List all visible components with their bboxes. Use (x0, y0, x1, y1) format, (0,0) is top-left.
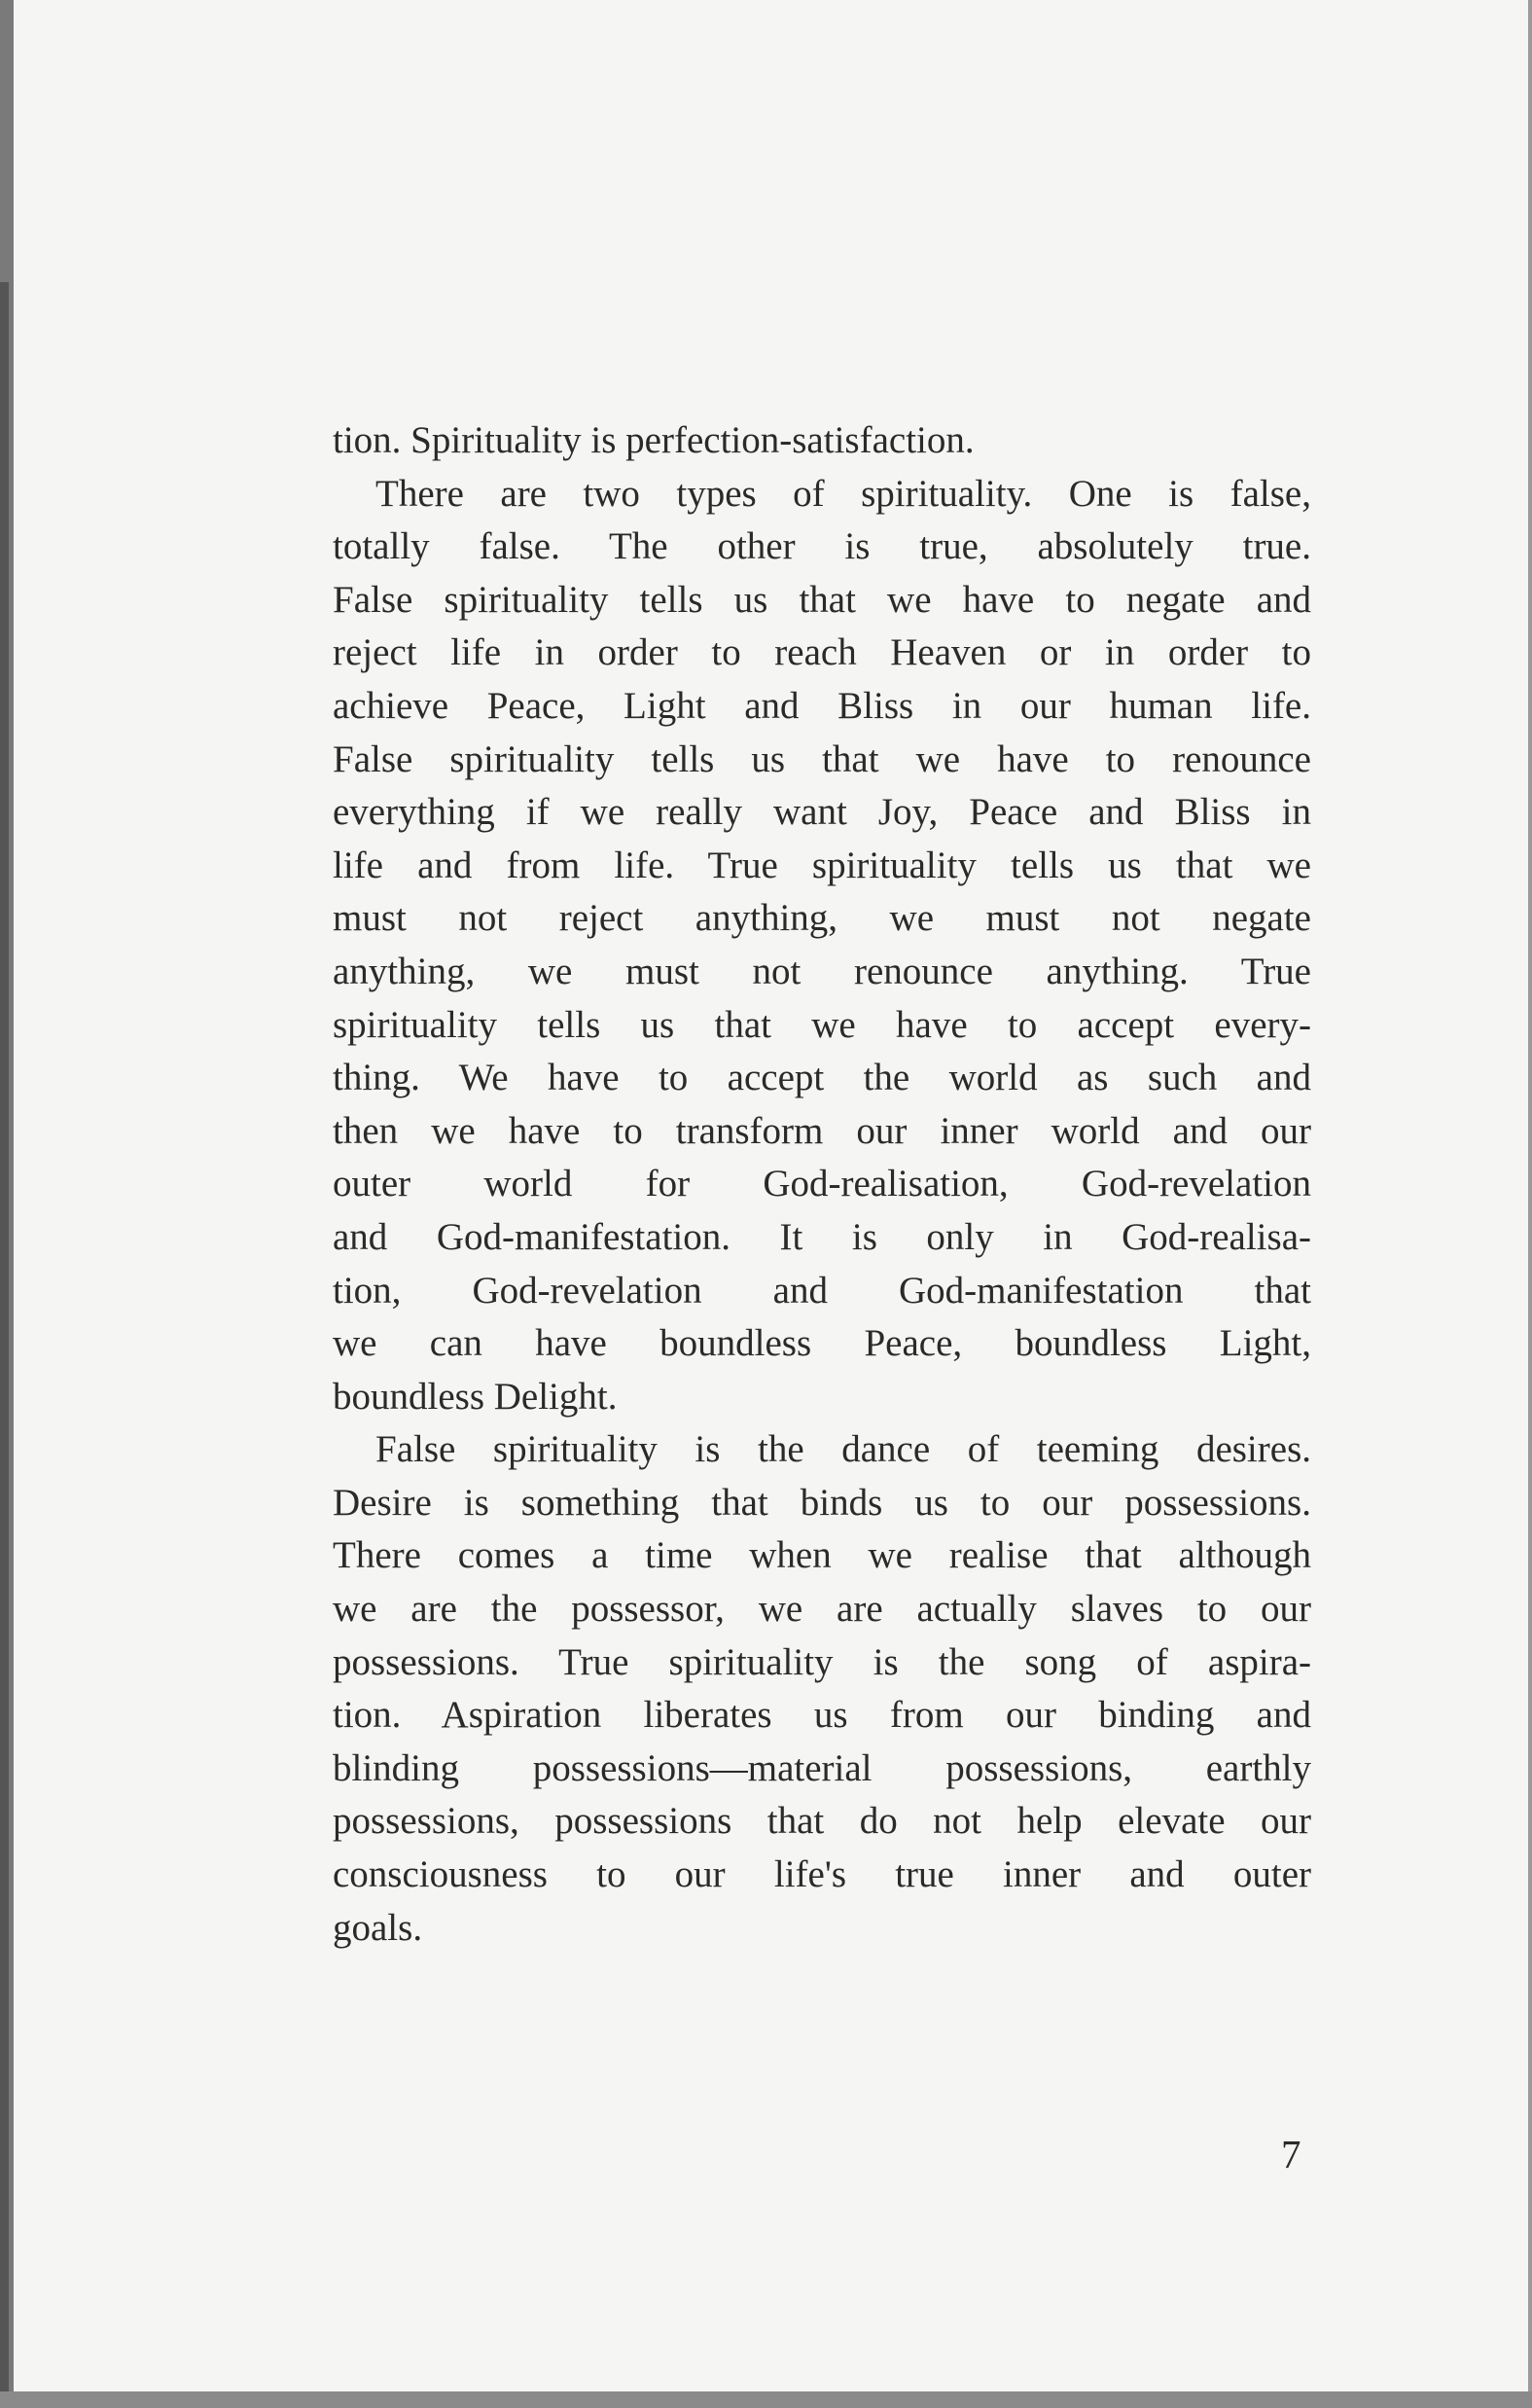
text-line: spirituality tells us that we have to accept every- (333, 1003, 1311, 1046)
scan-edge-left-shadow (0, 282, 9, 2408)
text-line: tion. Spirituality is perfection-satisfaction. (333, 419, 975, 461)
text-line: consciousness to our life's true inner and outer (333, 1853, 1311, 1896)
body-text (333, 414, 1311, 1955)
text-line: There are two types of spirituality. One is false, (375, 472, 1311, 515)
text-line: goals. (333, 1906, 423, 1949)
text-line: totally false. The other is true, absolutely true. (333, 525, 1311, 568)
text-line: reject life in order to reach Heaven or in order to (333, 631, 1311, 674)
text-line: thing. We have to accept the world as such and (333, 1057, 1311, 1099)
text-line: life and from life. True spirituality tells us that we (333, 844, 1311, 886)
page-number: 7 (1281, 2132, 1301, 2176)
text-line: tion. Aspiration liberates us from our binding and (333, 1694, 1311, 1737)
text-line: must not reject anything, we must not negate (333, 897, 1311, 940)
paragraph-two-types (333, 468, 1311, 1424)
text-line: everything if we really want Joy, Peace and Bliss in (333, 791, 1311, 834)
text-line: then we have to transform our inner world and our (333, 1109, 1311, 1152)
text-line: possessions. True spirituality is the song of aspira- (333, 1640, 1311, 1683)
text-line: we can have boundless Peace, boundless Light, (333, 1322, 1311, 1365)
text-line: boundless Delight. (333, 1375, 618, 1418)
text-line: Desire is something that binds us to our possessions. (333, 1481, 1311, 1524)
paragraph-false-spirituality (333, 1423, 1311, 1955)
text-line: achieve Peace, Light and Bliss in our human life. (333, 684, 1311, 727)
text-line: anything, we must not renounce anything. True (333, 950, 1311, 992)
paragraph-continuation (333, 414, 1311, 468)
text-line: outer world for God-realisation, God-revelation (333, 1163, 1311, 1205)
text-line: possessions, possessions that do not help elevate our (333, 1800, 1311, 1843)
text-line: we are the possessor, we are actually slaves to our (333, 1588, 1311, 1631)
scan-edge-right (1528, 0, 1532, 2408)
scan-edge-bottom (0, 2391, 1532, 2408)
text-line: and God-manifestation. It is only in God-realisa- (333, 1215, 1311, 1258)
text-line: blinding possessions—material possessions, earthly (333, 1746, 1311, 1789)
text-line: tion, God-revelation and God-manifestation that (333, 1269, 1311, 1312)
text-line: False spirituality tells us that we have to renounce (333, 737, 1311, 780)
text-line: False spirituality is the dance of teeming desires. (375, 1428, 1311, 1471)
text-line: False spirituality tells us that we have to negate and (333, 578, 1311, 621)
text-line: There comes a time when we realise that although (333, 1534, 1311, 1577)
